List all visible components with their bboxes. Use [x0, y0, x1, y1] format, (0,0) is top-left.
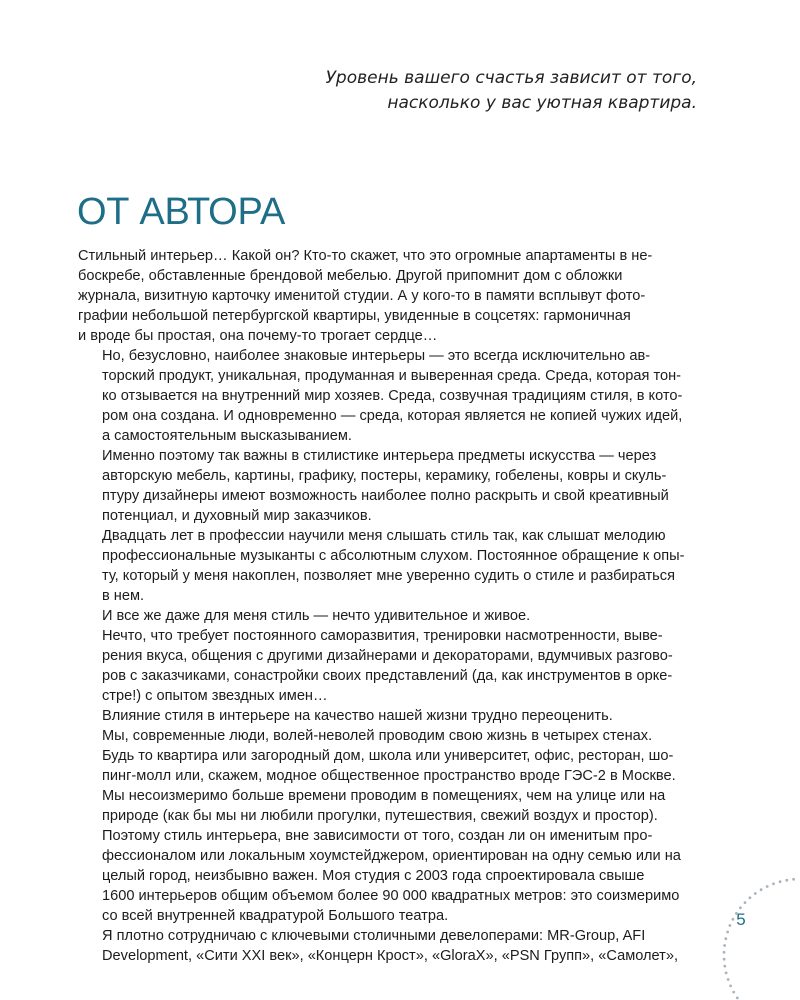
text-line: целый город, неизбывно важен. Моя студия с 2003 года спроектировала свыше — [102, 868, 645, 884]
text-line: в нем. — [102, 588, 145, 604]
text-line: стре!) с опытом звездных имен… — [102, 688, 328, 704]
text-line: Development, «Сити XXI век», «Концерн Крост», «GloraX», «PSN Групп», «Самолет», — [102, 948, 679, 964]
text-line: боскребе, обставленные брендовой мебелью. Другой припомнит дом с обложки — [78, 268, 623, 284]
page-number: 5 — [736, 910, 746, 929]
dots-group — [723, 878, 795, 999]
text-line: профессиональные музыканты с абсолютным слухом. Постоянное обращение к опы- — [102, 548, 685, 564]
text-line: И все же даже для меня стиль — нечто удивительное и живое. — [102, 608, 531, 624]
decorative-dot — [744, 901, 747, 904]
text-line: Мы несоизмеримо больше времени проводим в помещениях, чем на улице или на — [102, 788, 666, 804]
epigraph-line: насколько у вас уютная квартира. — [387, 93, 697, 113]
text-line: Двадцать лет в профессии научили меня слышать стиль так, как слышат мелодию — [102, 528, 666, 544]
text-line: ром она создана. И одновременно — среда, которая является не копией чужих идей, — [102, 408, 683, 424]
text-line: и вроде бы простая, она почему-то трогает сердце… — [78, 328, 438, 344]
text-line: Влияние стиля в интерьере на качество нашей жизни трудно переоценить. — [102, 708, 613, 724]
text-line: фессионалом или локальным хоумстейджером, ориентирован на одну семью или на — [102, 848, 681, 864]
text-line: Будь то квартира или загородный дом, школа или университет, офис, ресторан, шо- — [102, 748, 674, 764]
decorative-dot — [726, 931, 729, 934]
decorative-dot — [732, 991, 735, 994]
text-line: торский продукт, уникальная, продуманная и выверенная среда. Среда, которая тон- — [102, 368, 682, 384]
text-line: 1600 интерьеров общим объемом более 90 000 квадратных метров: это соизмеримо — [102, 888, 680, 904]
text-line: Но, безусловно, наиболее знаковые интерьеры — это всегда исключительно ав- — [102, 348, 651, 364]
text-line: ту, который у меня накоплен, позволяет мне уверенно судить о стиле и разбираться — [102, 568, 675, 584]
text-line: Именно поэтому так важны в стилистике интерьера предметы искусства — через — [102, 448, 657, 464]
text-line: пинг-молл или, скажем, модное общественное пространство вроде ГЭС-2 в Москве. — [102, 768, 676, 784]
decorative-dot — [772, 882, 775, 885]
decorative-dot — [727, 978, 730, 981]
decorative-dot — [724, 937, 727, 940]
text-line: рения вкуса, общения с другими дизайнерами и декораторами, вдумчивых разгово- — [102, 648, 673, 664]
decorative-dot — [739, 906, 742, 909]
text-line: природе (как бы мы ни любили прогулки, путешествия, свежий воздух и простор). — [102, 808, 658, 824]
text-line: ко отзывается на внутренний мир хозяев. Среда, созвучная традициям стиля, в кото- — [102, 388, 683, 404]
text-line: потенциал, и духовный мир заказчиков. — [102, 508, 372, 524]
decorative-dot — [785, 879, 788, 882]
text-line: Нечто, что требует постоянного саморазвития, тренировки насмотренности, выве- — [102, 628, 663, 644]
decorative-dot — [754, 892, 757, 895]
decorative-dot — [725, 972, 728, 975]
decorative-dot — [736, 997, 739, 1000]
section-heading: ОТ АВТОРА — [77, 191, 285, 233]
text-line: ров с заказчиками, сонастройки своих представлений (да, как инструментов в орке- — [102, 668, 673, 684]
text-line: Стильный интерьер… Какой он? Кто-то скажет, что это огромные апартаменты в не- — [78, 248, 653, 264]
text-line: графии небольшой петербургской квартиры, увиденные в соцсетях: гармоничная — [78, 308, 631, 324]
decorative-dot — [749, 896, 752, 899]
epigraph-line: Уровень вашего счастья зависит от того, — [325, 68, 697, 88]
decorative-dot — [760, 888, 763, 891]
text-line: авторскую мебель, картины, графику, постеры, керамику, гобелены, ковры и скуль- — [102, 468, 667, 484]
text-line: птуру дизайнеры имеют возможность наиболее полно раскрыть и свой креативный — [102, 488, 669, 504]
decorative-dot — [792, 878, 795, 881]
decorative-dot — [723, 965, 726, 968]
text-line: Я плотно сотрудничаю с ключевыми столичными девелоперами: MR-Group, AFI — [102, 928, 646, 944]
text-line: журнала, визитную карточку именитой студии. А у кого-то в памяти всплывут фото- — [78, 288, 646, 304]
text-line: со всей внутренней квадратурой Большого театра. — [102, 908, 449, 924]
text-line: а самостоятельным высказыванием. — [102, 428, 352, 444]
decorative-dot — [723, 944, 726, 947]
decorative-dot — [723, 951, 726, 954]
decorative-dot — [779, 880, 782, 883]
decorative-dot — [766, 885, 769, 888]
text-line: Поэтому стиль интерьера, вне зависимости от того, создан ли он именитым про- — [102, 828, 653, 844]
text-line: Мы, современные люди, волей-неволей проводим свою жизнь в четырех стенах. — [102, 728, 653, 744]
decorative-dot — [723, 958, 726, 961]
decorative-dot — [729, 985, 732, 988]
